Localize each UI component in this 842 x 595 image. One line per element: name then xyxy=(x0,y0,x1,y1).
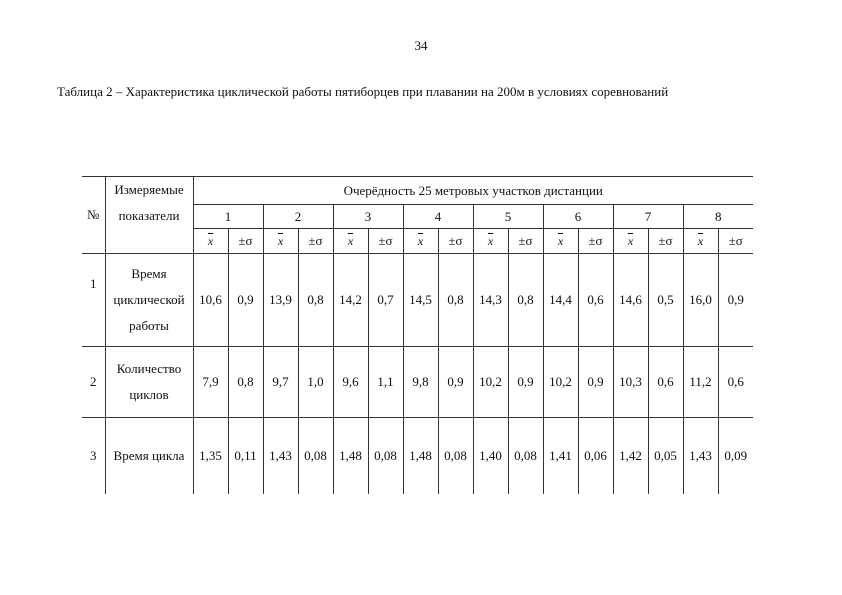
sd-symbol: ±σ xyxy=(228,229,263,254)
row-indicator-line: циклической xyxy=(113,292,185,307)
segment-header-6: 6 xyxy=(543,205,613,229)
value-cell: 9,8 xyxy=(403,347,438,418)
page-number: 34 xyxy=(414,38,428,53)
value-cell: 11,2 xyxy=(683,347,718,418)
value-cell: 10,3 xyxy=(613,347,648,418)
header-indicator-line: показатели xyxy=(118,208,180,223)
mean-symbol xyxy=(473,229,508,254)
mean-symbol-label: x xyxy=(207,234,214,248)
row-indicator-line: циклов xyxy=(129,387,169,402)
mean-symbol-label: x xyxy=(417,234,424,248)
segment-header-3: 3 xyxy=(333,205,403,229)
value-cell: 0,6 xyxy=(718,347,753,418)
value-cell: 1,1 xyxy=(368,347,403,418)
value-cell: 1,48 xyxy=(403,418,438,495)
value-cell: 0,08 xyxy=(298,418,333,495)
value-cell: 1,43 xyxy=(683,418,718,495)
row-indicator xyxy=(105,347,193,418)
row-num: 3 xyxy=(82,418,105,495)
value-cell: 9,7 xyxy=(263,347,298,418)
sd-symbol: ±σ xyxy=(578,229,613,254)
segment-header-5: 5 xyxy=(473,205,543,229)
value-cell: 0,08 xyxy=(438,418,473,495)
row-indicator-line: Время цикла xyxy=(113,448,185,463)
value-cell: 14,6 xyxy=(613,254,648,347)
mean-symbol-label: x xyxy=(347,234,354,248)
value-cell: 14,4 xyxy=(543,254,578,347)
value-cell: 9,6 xyxy=(333,347,368,418)
mean-symbol-label: x xyxy=(697,234,704,248)
header-group: Очерёдность 25 метровых участков дистанции xyxy=(193,177,753,205)
value-cell: 0,11 xyxy=(228,418,263,495)
mean-symbol-label: x xyxy=(627,234,634,248)
row-indicator-line: работы xyxy=(129,318,169,333)
mean-symbol xyxy=(613,229,648,254)
value-cell: 0,9 xyxy=(508,347,543,418)
table-caption: Таблица 2 – Характеристика циклической работы пятиборцев при плавании на 200м в условиях соревнований xyxy=(57,84,669,99)
sd-symbol: ±σ xyxy=(368,229,403,254)
value-cell: 0,9 xyxy=(718,254,753,347)
mean-symbol-label: x xyxy=(487,234,494,248)
header-indicator xyxy=(105,177,193,254)
value-cell: 10,2 xyxy=(543,347,578,418)
value-cell: 0,8 xyxy=(438,254,473,347)
data-table-container xyxy=(82,176,753,494)
mean-symbol xyxy=(403,229,438,254)
sd-symbol: ±σ xyxy=(298,229,333,254)
table-row xyxy=(82,418,753,495)
segment-header-1: 1 xyxy=(193,205,263,229)
table-row xyxy=(82,254,753,347)
segment-header-4: 4 xyxy=(403,205,473,229)
value-cell: 1,48 xyxy=(333,418,368,495)
sd-symbol: ±σ xyxy=(508,229,543,254)
mean-symbol xyxy=(543,229,578,254)
value-cell: 0,09 xyxy=(718,418,753,495)
value-cell: 0,7 xyxy=(368,254,403,347)
value-cell: 0,5 xyxy=(648,254,683,347)
mean-symbol xyxy=(333,229,368,254)
value-cell: 1,41 xyxy=(543,418,578,495)
sd-symbol: ±σ xyxy=(718,229,753,254)
value-cell: 0,8 xyxy=(228,347,263,418)
value-cell: 0,6 xyxy=(648,347,683,418)
row-num: 2 xyxy=(82,347,105,418)
value-cell: 16,0 xyxy=(683,254,718,347)
value-cell: 1,43 xyxy=(263,418,298,495)
value-cell: 10,6 xyxy=(193,254,228,347)
table-row xyxy=(82,347,753,418)
swimming-cycle-table xyxy=(82,176,753,494)
value-cell: 1,42 xyxy=(613,418,648,495)
value-cell: 1,0 xyxy=(298,347,333,418)
segment-header-7: 7 xyxy=(613,205,683,229)
sd-symbol: ±σ xyxy=(648,229,683,254)
row-num: 1 xyxy=(82,254,105,347)
value-cell: 7,9 xyxy=(193,347,228,418)
mean-symbol xyxy=(263,229,298,254)
header-num: № xyxy=(82,177,105,254)
value-cell: 1,40 xyxy=(473,418,508,495)
header-indicator-line: Измеряемые xyxy=(114,182,184,197)
mean-symbol-label: x xyxy=(557,234,564,248)
value-cell: 0,05 xyxy=(648,418,683,495)
sd-symbol: ±σ xyxy=(438,229,473,254)
value-cell: 0,9 xyxy=(578,347,613,418)
segment-header-2: 2 xyxy=(263,205,333,229)
value-cell: 14,2 xyxy=(333,254,368,347)
value-cell: 0,9 xyxy=(438,347,473,418)
value-cell: 0,6 xyxy=(578,254,613,347)
value-cell: 0,08 xyxy=(508,418,543,495)
mean-symbol-label: x xyxy=(277,234,284,248)
value-cell: 0,8 xyxy=(298,254,333,347)
row-indicator xyxy=(105,418,193,495)
value-cell: 0,06 xyxy=(578,418,613,495)
row-indicator-line: Количество xyxy=(116,361,182,376)
value-cell: 0,9 xyxy=(228,254,263,347)
value-cell: 0,08 xyxy=(368,418,403,495)
value-cell: 13,9 xyxy=(263,254,298,347)
value-cell: 14,3 xyxy=(473,254,508,347)
mean-symbol xyxy=(683,229,718,254)
value-cell: 1,35 xyxy=(193,418,228,495)
row-indicator-line: Время xyxy=(131,266,167,281)
row-indicator xyxy=(105,254,193,347)
segment-header-8: 8 xyxy=(683,205,753,229)
mean-symbol xyxy=(193,229,228,254)
value-cell: 10,2 xyxy=(473,347,508,418)
value-cell: 14,5 xyxy=(403,254,438,347)
value-cell: 0,8 xyxy=(508,254,543,347)
